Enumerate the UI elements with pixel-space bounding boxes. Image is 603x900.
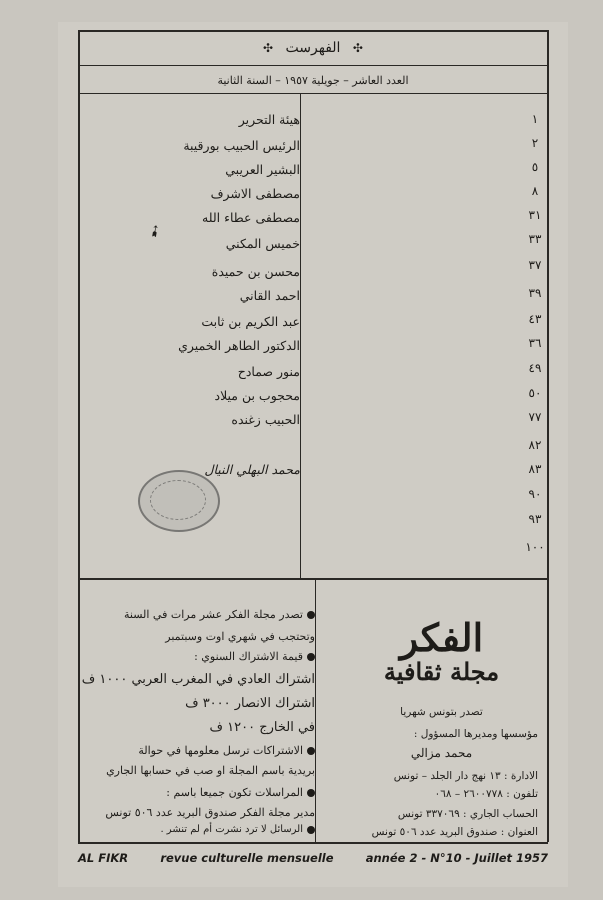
toc-page-number: ٩٣ — [528, 512, 542, 526]
footer — [78, 849, 548, 867]
toc-page-number: ١ — [531, 112, 539, 126]
subscription-line: اشتراك الانصار ٣٠٠٠ ف — [185, 696, 315, 711]
magazine-name: الفكر — [399, 615, 484, 660]
editorial-member: البشير العريبي — [225, 162, 300, 177]
editorial-member: محسن بن حميدة — [211, 264, 300, 279]
toc-page-number: ٥٠ — [528, 386, 542, 400]
editorial-member: مصطفى عطاء الله — [202, 210, 300, 225]
footer-issue: année 2 - N°10 - Juillet 1957 — [365, 851, 548, 865]
postbox: العنوان : صندوق البريد عدد ٥٠٦ تونس — [371, 826, 538, 838]
ornament-icon: ✣ — [352, 41, 363, 55]
editorial-member: مصطفى الاشرف — [210, 186, 300, 201]
bullet-icon — [307, 747, 315, 755]
toc-page-number: ٩٠ — [528, 487, 542, 501]
current-account: الحساب الجاري : ٣٣٧٠٦٩ تونس — [397, 808, 538, 820]
subscription-line: تصدر مجلة الفكر عشر مرات في السنة — [90, 608, 315, 621]
toc-page-number: ٣٩ — [528, 286, 542, 300]
toc-page-number: ٣١ — [528, 208, 542, 222]
handwritten-signature: محمد البهلي النيال — [204, 462, 300, 477]
address: الادارة : ١٣ نهج دار الجلد – تونس — [393, 770, 538, 782]
editorial-member: خميس المكني — [225, 236, 300, 251]
library-stamp — [138, 470, 220, 532]
subscription-line: في الخارج ١٢٠٠ ف — [209, 720, 315, 735]
editorial-member: الدكتور الطاهر الخميري — [178, 338, 300, 353]
toc-page-number: ٨٣ — [528, 462, 542, 476]
subscription-line: بريدية باسم المجلة او صب في حسابها الجاري — [106, 764, 315, 777]
subscription-line: الاشتراكات ترسل معلومها في حوالة — [90, 744, 315, 757]
subscription-line: المراسلات تكون جميعا باسم : — [90, 786, 315, 799]
toc-page-number: ٧٧ — [528, 410, 542, 424]
founder-label: مؤسسها ومديرها المسؤول : — [413, 728, 538, 740]
editorial-member: منور صمادح — [237, 364, 300, 379]
pencil-mark-icon: ➹ — [143, 218, 166, 243]
editorial-member: عبد الكريم بن ثابت — [201, 314, 300, 329]
footer-brand: AL FIKR — [78, 851, 129, 865]
publication-frequency: تصدر بتونس شهريا — [400, 706, 483, 718]
toc-page-number: ٨ — [531, 184, 539, 198]
editorial-board — [140, 0, 300, 500]
masthead — [315, 600, 568, 838]
subscription-line: اشتراك العادي في المغرب العربي ١٠٠٠ ف — [81, 672, 315, 687]
toc-page-number: ٣٧ — [528, 258, 542, 272]
founder-name: محمد مزالي — [410, 746, 473, 760]
subscription-info — [81, 600, 315, 835]
toc-page-number: ٣٣ — [528, 232, 542, 246]
toc-heading-text: الفهرست — [285, 40, 341, 56]
editorial-member: الرئيس الحبيب بورقيبة — [183, 138, 300, 153]
bullet-icon — [307, 653, 315, 661]
frame-bottom-rule — [78, 842, 548, 844]
editorial-member: محجوب بن ميلاد — [214, 388, 300, 403]
toc-page-number: ٣٦ — [528, 336, 542, 350]
bullet-icon — [307, 611, 315, 619]
editorial-member: احمد القاني — [239, 288, 300, 303]
toc-page-number: ٤٣ — [528, 312, 542, 326]
editorial-member: الحبيب زغنده — [231, 412, 300, 427]
toc-page-number: ٢ — [531, 136, 539, 150]
ornament-icon: ✣ — [263, 41, 274, 55]
toc-page-number: ١٠٠ — [525, 540, 545, 554]
subscription-line: قيمة الاشتراك السنوي : — [90, 650, 315, 663]
phone: تلفون : ٢٦٠٠٧٧٨ – ٠٦٨ — [434, 788, 538, 800]
editorial-heading: هيئة التحرير — [238, 112, 300, 127]
magazine-subtitle: مجلة ثقافية — [383, 657, 500, 686]
toc-page-number: ٤٩ — [528, 361, 542, 375]
footer-descriptor: revue culturelle mensuelle — [160, 851, 334, 865]
subscription-line: مدير مجلة الفكر صندوق البريد عدد ٥٠٦ تونس — [105, 806, 315, 819]
toc-page-number: ٨٢ — [528, 438, 542, 452]
issue-line: العدد العاشر – جويلية ١٩٥٧ – السنة الثانية — [217, 74, 409, 87]
toc-page-number: ٥ — [531, 160, 539, 174]
subscription-line: الرسائل لا ترد نشرت أم لم تنشر . — [90, 824, 315, 835]
subscription-line: وتحتجب في شهري اوت وسبتمبر — [165, 630, 315, 643]
